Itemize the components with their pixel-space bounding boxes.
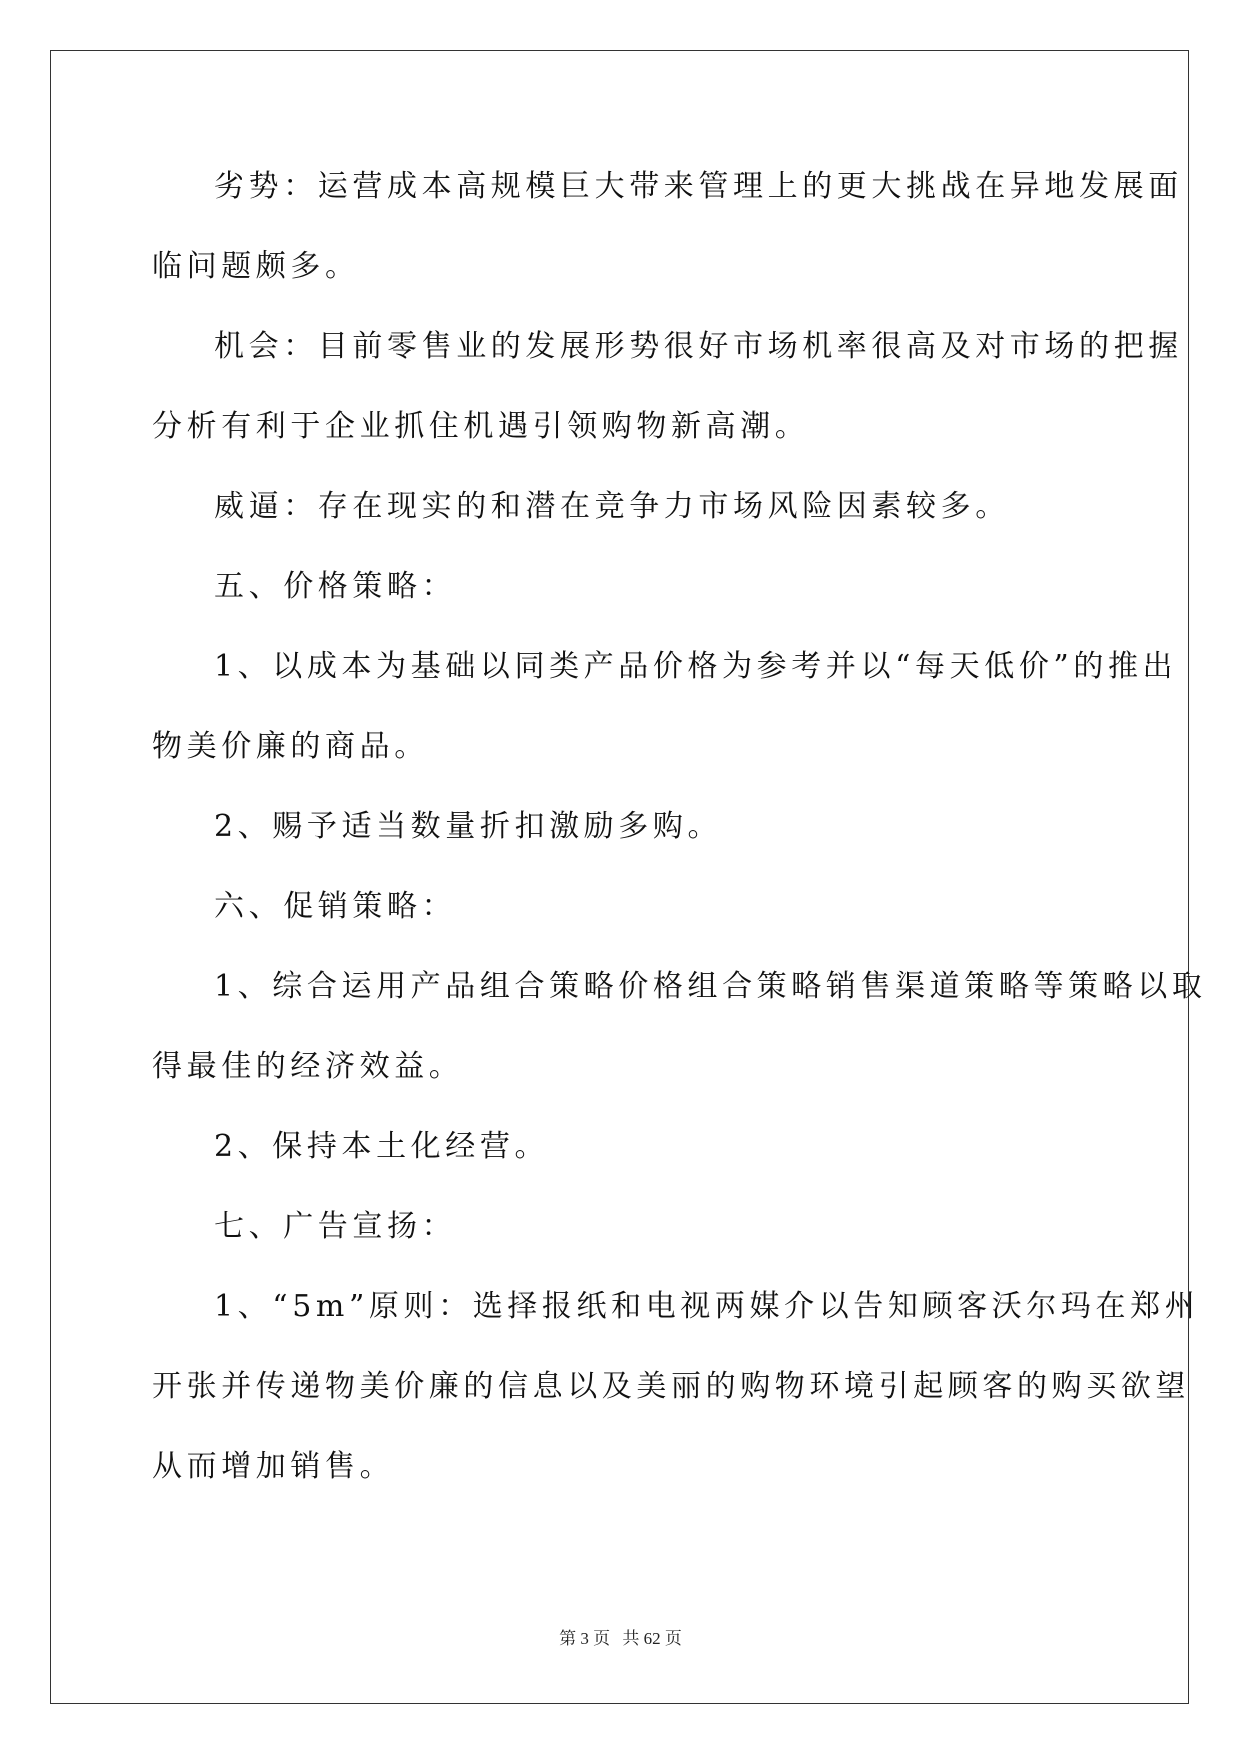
paragraph-line: 2、保持本土化经营。 [214,1129,550,1164]
paragraph-line: 分析有利于企业抓住机遇引领购物新高潮。 [152,409,810,444]
paragraph-line: 临问题颇多。 [152,249,360,284]
page-footer [0,1624,1241,1649]
section-heading: 五、价格策略： [214,569,457,604]
paragraph-line: 机会：目前零售业的发展形势很好市场机率很高及对市场的把握 [214,329,1183,364]
paragraph-line: 威逼：存在现实的和潜在竞争力市场风险因素较多。 [214,489,1010,524]
page-number: 第 3 页 [559,1629,611,1648]
paragraph-line: 1、“5m”原则：选择报纸和电视两媒介以告知顾客沃尔玛在郑州 [214,1289,1200,1324]
section-heading: 六、促销策略： [214,889,457,924]
paragraph-line: 开张并传递物美价廉的信息以及美丽的购物环境引起顾客的购买欲望 [152,1369,1190,1404]
paragraph-line: 1、以成本为基础以同类产品价格为参考并以“每天低价”的推出 [214,649,1178,684]
paragraph-line: 2、赐予适当数量折扣激励多购。 [214,809,723,844]
paragraph-line: 物美价廉的商品。 [152,729,429,764]
paragraph-line: 得最佳的经济效益。 [152,1049,464,1084]
page-total: 共 62 页 [622,1629,682,1648]
paragraph-line: 从而增加销售。 [152,1449,395,1484]
paragraph-line: 1、综合运用产品组合策略价格组合策略销售渠道策略等策略以取 [214,969,1207,1004]
section-heading: 七、广告宣扬： [214,1209,457,1244]
paragraph-line: 劣势：运营成本高规模巨大带来管理上的更大挑战在异地发展面 [214,169,1183,204]
